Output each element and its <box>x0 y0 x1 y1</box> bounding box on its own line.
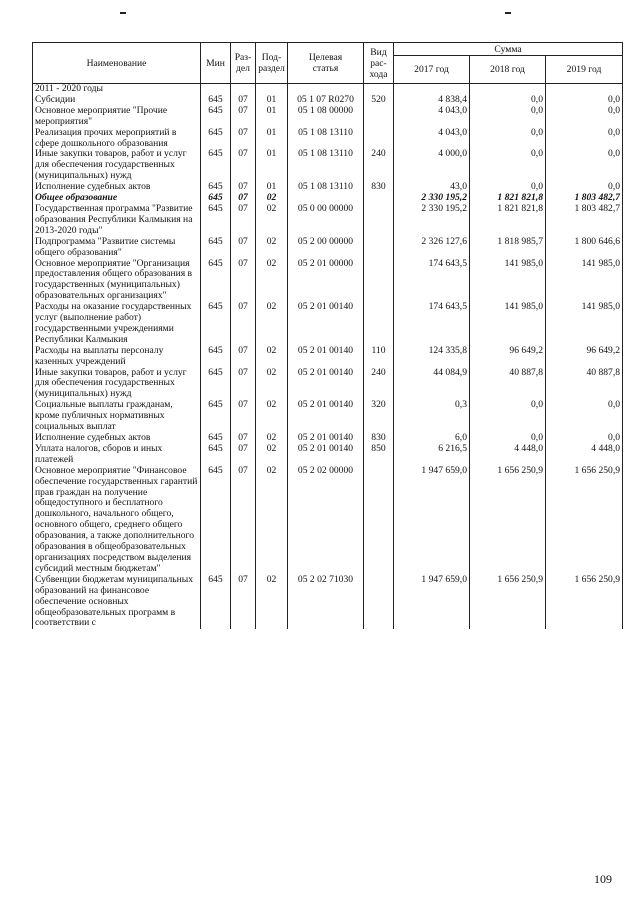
cell-sum-2017: 4 043,0 <box>394 106 470 128</box>
cell-target: 05 2 02 71030 <box>288 575 364 630</box>
cell-min: 645 <box>201 237 231 259</box>
cell-target: 05 1 07 R0270 <box>288 95 364 106</box>
cell-podrazdel: 01 <box>256 182 288 193</box>
cell-target: 05 1 08 00000 <box>288 106 364 128</box>
cell-target: 05 2 02 00000 <box>288 466 364 575</box>
cell-vid <box>364 204 394 237</box>
cell-target: 05 1 08 13110 <box>288 128 364 150</box>
cell-sum-2017: 4 838,4 <box>394 95 470 106</box>
cell-podrazdel: 02 <box>256 444 288 466</box>
cell-razdel: 07 <box>231 575 256 630</box>
cell-vid: 520 <box>364 95 394 106</box>
cell-podrazdel: 02 <box>256 259 288 303</box>
cell-name: Основное мероприятие "Организация предоставления общего образования в государственных (муниципальных) образовательных организациях" <box>33 259 201 303</box>
cell-razdel: 07 <box>231 400 256 433</box>
table-row <box>33 400 623 433</box>
cell-podrazdel: 02 <box>256 302 288 346</box>
cell-target: 05 2 00 00000 <box>288 237 364 259</box>
cell-sum-2019: 1 803 482,7 <box>546 193 623 204</box>
cell-name: Основное мероприятие "Финансовое обеспечение государственных гарантий прав граждан на получение общедоступного и бесплатного дошкольного, начального общего, основного общего, среднего общего образования, а также дополнительного образования в общеобразовательных организациях посредством выделения субсидий местным бюджетам" <box>33 466 201 575</box>
cell-vid <box>364 575 394 630</box>
cell-podrazdel: 02 <box>256 368 288 401</box>
cell-razdel: 07 <box>231 259 256 303</box>
header-min: Мин <box>201 43 231 84</box>
cell-vid <box>364 237 394 259</box>
top-dash-mark-left <box>120 12 126 14</box>
page-number: 109 <box>594 872 612 886</box>
table-row <box>33 259 623 303</box>
cell-podrazdel: 02 <box>256 237 288 259</box>
cell-target: 05 1 08 13110 <box>288 149 364 182</box>
cell-sum-2017: 44 084,9 <box>394 368 470 401</box>
cell-podrazdel: 01 <box>256 95 288 106</box>
cell-sum-2018: 4 448,0 <box>470 444 546 466</box>
cell-razdel: 07 <box>231 128 256 150</box>
cell-name: Исполнение судебных актов <box>33 182 201 193</box>
cell-vid <box>364 259 394 303</box>
cell-sum-2018: 0,0 <box>470 106 546 128</box>
cell-min: 645 <box>201 106 231 128</box>
cell-min: 645 <box>201 128 231 150</box>
cell-podrazdel: 02 <box>256 433 288 444</box>
cell-sum-2019: 0,0 <box>546 95 623 106</box>
cell-sum-2018: 141 985,0 <box>470 259 546 303</box>
header-2017: 2017 год <box>394 56 470 84</box>
cell-target: 05 2 01 00140 <box>288 302 364 346</box>
cell-min: 645 <box>201 575 231 630</box>
cell-sum-2018: 96 649,2 <box>470 346 546 368</box>
cell-min: 645 <box>201 346 231 368</box>
cell-name: Подпрограмма "Развитие системы общего образования" <box>33 237 201 259</box>
cell-sum-2018: 0,0 <box>470 182 546 193</box>
cell-sum-2018: 1 821 821,8 <box>470 204 546 237</box>
cell-razdel: 07 <box>231 302 256 346</box>
cell-name: Субсидии <box>33 95 201 106</box>
cell-min: 645 <box>201 444 231 466</box>
cell-sum-2018: 0,0 <box>470 433 546 444</box>
cell-target: 05 2 01 00140 <box>288 400 364 433</box>
cell-sum-2018: 1 821 821,8 <box>470 193 546 204</box>
cell-target: 05 2 01 00140 <box>288 346 364 368</box>
cell-min: 645 <box>201 466 231 575</box>
cell-name: Уплата налогов, сборов и иных платежей <box>33 444 201 466</box>
cell-name: Исполнение судебных актов <box>33 433 201 444</box>
cell-sum-2017: 1 947 659,0 <box>394 466 470 575</box>
cell-target: 05 2 01 00140 <box>288 444 364 466</box>
table-row <box>33 204 623 237</box>
cell-vid <box>364 128 394 150</box>
cell-min: 645 <box>201 259 231 303</box>
cell-name: Иные закупки товаров, работ и услуг для обеспечения государственных (муниципальных) нужд <box>33 368 201 401</box>
cell-podrazdel: 01 <box>256 106 288 128</box>
table-row <box>33 128 623 150</box>
cell-razdel: 07 <box>231 193 256 204</box>
top-dash-mark-right <box>505 12 511 14</box>
table-header <box>33 43 623 84</box>
header-podrazdel: Под- раздел <box>256 43 288 84</box>
cell-sum-2019: 0,0 <box>546 433 623 444</box>
budget-table <box>32 42 623 629</box>
table-row <box>33 368 623 401</box>
cell-razdel: 07 <box>231 433 256 444</box>
cell-sum-2017: 174 643,5 <box>394 259 470 303</box>
cell-sum-2018: 1 818 985,7 <box>470 237 546 259</box>
table-row <box>33 444 623 466</box>
cell-sum-2017: 4 043,0 <box>394 128 470 150</box>
cell-sum-2018: 1 656 250,9 <box>470 466 546 575</box>
cell-razdel: 07 <box>231 466 256 575</box>
cell-sum-2019: 141 985,0 <box>546 302 623 346</box>
cell-name: Общее образование <box>33 193 201 204</box>
cell-sum-2017: 2 330 195,2 <box>394 204 470 237</box>
cell-min: 645 <box>201 204 231 237</box>
cell-sum-2019: 1 656 250,9 <box>546 575 623 630</box>
table-row <box>33 346 623 368</box>
cell-sum-2018: 40 887,8 <box>470 368 546 401</box>
cell-sum-2019: 4 448,0 <box>546 444 623 466</box>
cell-razdel: 07 <box>231 444 256 466</box>
cell-podrazdel: 01 <box>256 128 288 150</box>
cell-sum-2017: 174 643,5 <box>394 302 470 346</box>
cell-sum-2019: 0,0 <box>546 400 623 433</box>
cell-sum-2018: 0,0 <box>470 95 546 106</box>
cell-sum-2017: 43,0 <box>394 182 470 193</box>
cell-name: 2011 - 2020 годы <box>33 84 201 95</box>
cell-sum-2019: 141 985,0 <box>546 259 623 303</box>
cell-sum-2019: 0,0 <box>546 106 623 128</box>
cell-razdel: 07 <box>231 237 256 259</box>
cell-podrazdel: 01 <box>256 149 288 182</box>
cell-podrazdel: 02 <box>256 400 288 433</box>
cell-razdel: 07 <box>231 149 256 182</box>
header-sum: Сумма <box>394 43 623 56</box>
cell-min: 645 <box>201 400 231 433</box>
cell-sum-2018: 141 985,0 <box>470 302 546 346</box>
cell-razdel: 07 <box>231 106 256 128</box>
cell-razdel: 07 <box>231 368 256 401</box>
cell-sum-2017: 0,3 <box>394 400 470 433</box>
cell-sum-2018: 0,0 <box>470 149 546 182</box>
cell-sum-2017: 1 947 659,0 <box>394 575 470 630</box>
cell-min: 645 <box>201 368 231 401</box>
cell-razdel: 07 <box>231 182 256 193</box>
cell-podrazdel: 02 <box>256 575 288 630</box>
cell-sum-2019: 1 800 646,6 <box>546 237 623 259</box>
table-row <box>33 106 623 128</box>
cell-sum-2017: 4 000,0 <box>394 149 470 182</box>
table-body <box>33 84 623 630</box>
cell-vid: 830 <box>364 433 394 444</box>
cell-target: 05 2 01 00000 <box>288 259 364 303</box>
cell-min: 645 <box>201 433 231 444</box>
header-vid: Вид рас- хода <box>364 43 394 84</box>
cell-vid <box>364 302 394 346</box>
header-razdel: Раз- дел <box>231 43 256 84</box>
cell-sum-2019: 96 649,2 <box>546 346 623 368</box>
table-row <box>33 466 623 575</box>
cell-name: Социальные выплаты гражданам, кроме публичных нормативных социальных выплат <box>33 400 201 433</box>
cell-sum-2019: 0,0 <box>546 149 623 182</box>
cell-sum-2019: 0,0 <box>546 128 623 150</box>
cell-sum-2018: 0,0 <box>470 400 546 433</box>
header-target: Целевая статья <box>288 43 364 84</box>
cell-min: 645 <box>201 182 231 193</box>
cell-sum-2019: 0,0 <box>546 182 623 193</box>
cell-min: 645 <box>201 95 231 106</box>
cell-name: Основное мероприятие "Прочие мероприятия" <box>33 106 201 128</box>
cell-podrazdel: 02 <box>256 346 288 368</box>
table-row <box>33 237 623 259</box>
header-2019: 2019 год <box>546 56 623 84</box>
cell-vid: 110 <box>364 346 394 368</box>
cell-name: Реализация прочих мероприятий в сфере дошкольного образования <box>33 128 201 150</box>
cell-sum-2019: 40 887,8 <box>546 368 623 401</box>
cell-sum-2017: 6,0 <box>394 433 470 444</box>
cell-name: Иные закупки товаров, работ и услуг для обеспечения государственных (муниципальных) нужд <box>33 149 201 182</box>
cell-vid: 850 <box>364 444 394 466</box>
cell-target: 05 2 01 00140 <box>288 433 364 444</box>
cell-vid: 830 <box>364 182 394 193</box>
cell-sum-2019: 1 803 482,7 <box>546 204 623 237</box>
header-name: Наименование <box>33 43 201 84</box>
cell-name: Государственная программа "Развитие образования Республики Калмыкия на 2013-2020 годы" <box>33 204 201 237</box>
cell-vid: 240 <box>364 368 394 401</box>
cell-sum-2019: 1 656 250,9 <box>546 466 623 575</box>
cell-min: 645 <box>201 149 231 182</box>
cell-razdel: 07 <box>231 95 256 106</box>
cell-vid <box>364 193 394 204</box>
cell-sum-2017: 124 335,8 <box>394 346 470 368</box>
header-2018: 2018 год <box>470 56 546 84</box>
cell-podrazdel: 02 <box>256 466 288 575</box>
cell-target: 05 1 08 13110 <box>288 182 364 193</box>
cell-min: 645 <box>201 302 231 346</box>
cell-name: Расходы на оказание государственных услуг (выполнение работ) государственными учреждениями Республики Калмыкия <box>33 302 201 346</box>
cell-podrazdel: 02 <box>256 204 288 237</box>
cell-podrazdel: 02 <box>256 193 288 204</box>
table-row <box>33 575 623 630</box>
cell-sum-2017: 2 330 195,2 <box>394 193 470 204</box>
cell-vid <box>364 106 394 128</box>
cell-target: 05 0 00 00000 <box>288 204 364 237</box>
cell-sum-2018: 0,0 <box>470 128 546 150</box>
cell-sum-2017: 2 326 127,6 <box>394 237 470 259</box>
cell-razdel: 07 <box>231 346 256 368</box>
cell-name: Расходы на выплаты персоналу казенных учреждений <box>33 346 201 368</box>
cell-vid <box>364 466 394 575</box>
table-row <box>33 149 623 182</box>
cell-vid: 320 <box>364 400 394 433</box>
table-row <box>33 302 623 346</box>
cell-vid: 240 <box>364 149 394 182</box>
cell-sum-2018: 1 656 250,9 <box>470 575 546 630</box>
cell-min: 645 <box>201 193 231 204</box>
cell-target: 05 2 01 00140 <box>288 368 364 401</box>
cell-name: Субвенции бюджетам муниципальных образований на финансовое обеспечение основных общеобразовательных программ в соответствии с <box>33 575 201 630</box>
cell-sum-2017: 6 216,5 <box>394 444 470 466</box>
cell-razdel: 07 <box>231 204 256 237</box>
